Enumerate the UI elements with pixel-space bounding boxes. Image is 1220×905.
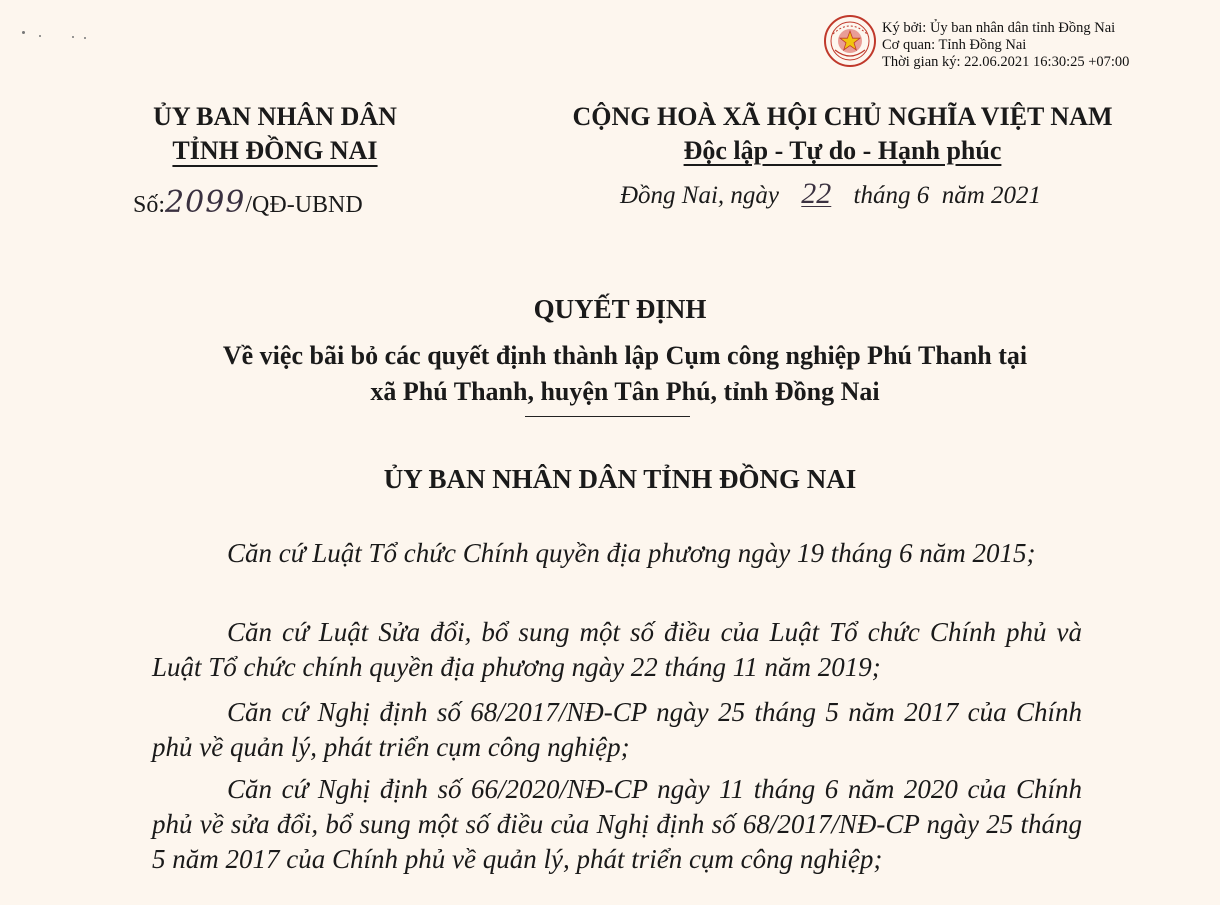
place-and-date xyxy=(620,178,1041,212)
subject-line-2: xã Phú Thanh, huyện Tân Phú, tỉnh Đồng Nai xyxy=(370,377,880,406)
date-day-handwritten: 22 xyxy=(801,177,832,210)
national-motto: Độc lập - Tự do - Hạnh phúc xyxy=(683,136,1002,165)
issuer-line-2: TỈNH ĐỒNG NAI xyxy=(172,136,378,165)
subject-line-1: Về việc bãi bỏ các quyết định thành lập Cụm công nghiệp Phú Thanh tại xyxy=(222,341,1028,370)
legal-basis-paragraph: Căn cứ Luật Sửa đổi, bổ sung một số điều của Luật Tổ chức Chính phủ và Luật Tổ chức chính quyền địa phương ngày 22 tháng 11 năm 2019; xyxy=(152,617,1082,682)
document-number xyxy=(133,185,363,220)
issuer-line-1: ỦY BAN NHÂN DÂN xyxy=(153,102,397,131)
document-subject xyxy=(150,338,1100,410)
doc-number-handwritten: 2099 xyxy=(165,185,246,220)
doc-number-prefix: Số: xyxy=(133,192,166,218)
digital-signature-info xyxy=(882,20,1129,71)
scan-speck xyxy=(84,37,86,39)
decision-authority: ỦY BAN NHÂN DÂN TỈNH ĐỒNG NAI xyxy=(383,464,857,494)
scan-speck xyxy=(72,36,74,38)
signature-signer: Ký bởi: Ủy ban nhân dân tỉnh Đồng Nai xyxy=(882,20,1116,36)
signature-time: Thời gian ký: 22.06.2021 16:30:25 +07:00 xyxy=(882,54,1130,70)
legal-basis-paragraph: Căn cứ Nghị định số 68/2017/NĐ-CP ngày 25 tháng 5 năm 2017 của Chính phủ về quản lý, phát triển cụm công nghiệp; xyxy=(152,697,1082,762)
legal-basis-paragraph: Căn cứ Nghị định số 66/2020/NĐ-CP ngày 11 tháng 6 năm 2020 của Chính phủ về sửa đổi, bổ sung một số điều của Nghị định số 68/2017/NĐ-CP ngày 25 tháng 5 năm 2017 của Chính phủ về quản lý, phát triển cụm công nghiệp; xyxy=(152,774,1082,874)
signature-agency: Cơ quan: Tỉnh Đồng Nai xyxy=(882,37,1027,53)
scan-speck xyxy=(22,31,25,34)
date-place: Đồng Nai, ngày xyxy=(620,182,780,209)
national-emblem-seal-icon xyxy=(823,14,877,68)
date-rest: tháng 6 năm 2021 xyxy=(853,182,1042,209)
scan-speck xyxy=(39,35,41,37)
legal-basis-paragraph: Căn cứ Luật Tổ chức Chính quyền địa phương ngày 19 tháng 6 năm 2015; xyxy=(227,538,1036,568)
title-divider xyxy=(525,416,690,417)
national-header xyxy=(545,100,1140,168)
doc-number-suffix: /QĐ-UBND xyxy=(245,192,363,218)
nation-name: CỘNG HOÀ XÃ HỘI CHỦ NGHĨA VIỆT NAM xyxy=(572,102,1113,131)
issuing-authority-header xyxy=(140,100,410,168)
document-title: QUYẾT ĐỊNH xyxy=(533,294,707,324)
